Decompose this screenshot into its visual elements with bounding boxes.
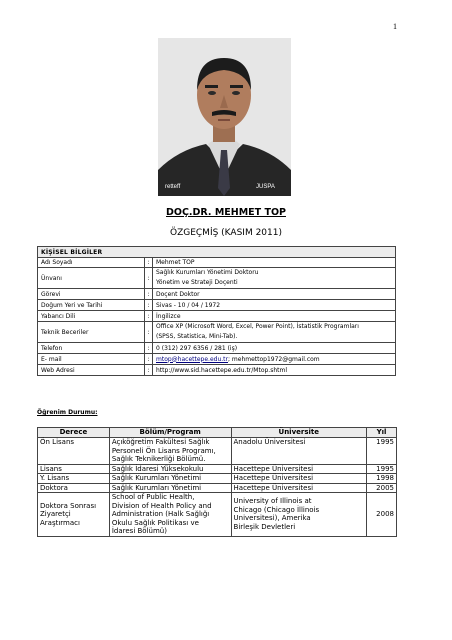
table-row xyxy=(38,464,397,474)
row-value: Mehmet TOP xyxy=(153,258,396,268)
email-link[interactable]: mtop@hacettepe.edu.tr xyxy=(156,355,228,363)
degree-cell: Lisans xyxy=(38,464,110,474)
row-label: E- mail xyxy=(38,354,145,365)
row-separator: : xyxy=(145,258,153,268)
year-cell: 1995 xyxy=(367,438,397,465)
table-row xyxy=(38,268,396,289)
value-line: Sağlık Kurumları Yönetimi Doktoru xyxy=(156,269,259,276)
table-row xyxy=(38,289,396,300)
cell-line: Personeli Ön Lisans Programı, xyxy=(111,446,216,455)
program-cell xyxy=(109,493,231,537)
row-label: Ünvanı xyxy=(38,268,145,289)
table-row xyxy=(38,311,396,322)
degree-cell: Y. Lisans xyxy=(38,474,110,484)
cell-line: Açıköğretim Fakültesi Sağlık xyxy=(111,438,210,446)
table-row xyxy=(38,474,397,484)
degree-cell: Ön Lisans xyxy=(38,438,110,465)
header-program: Bölüm/Program xyxy=(109,428,231,438)
row-value xyxy=(153,268,396,289)
value-line: (SPSS, Statistica, Mini-Tab). xyxy=(156,333,238,340)
row-label: Doğum Yeri ve Tarihi xyxy=(38,300,145,311)
cell-line: Sağlık Teknikerliği Bölümü. xyxy=(111,455,206,463)
row-separator: : xyxy=(145,311,153,322)
row-separator: : xyxy=(145,322,153,343)
cell-line: Division of Health Policy and xyxy=(111,501,212,510)
table-row xyxy=(38,258,396,268)
row-value: İngilizce xyxy=(153,311,396,322)
year-cell: 1995 xyxy=(367,464,397,474)
cell-line: University of Illinois at xyxy=(233,497,312,506)
university-cell: Hacettepe Üniversitesi xyxy=(231,464,367,474)
profile-photo xyxy=(158,38,291,196)
year-cell: 2005 xyxy=(367,483,397,493)
cell-line: Okulu Sağlık Politikası ve xyxy=(111,518,199,527)
table-row xyxy=(38,493,397,537)
university-cell: Hacettepe Üniversitesi xyxy=(231,474,367,484)
education-table xyxy=(37,427,397,537)
table-row xyxy=(38,483,397,493)
row-value xyxy=(153,322,396,343)
cell-line: Doktora Sonrası xyxy=(40,501,97,510)
row-separator: : xyxy=(145,300,153,311)
header-degree: Derece xyxy=(38,428,110,438)
photo-caption: retteff xyxy=(165,184,181,190)
cell-line: Araştırmacı xyxy=(40,518,80,527)
photo-watermark: JUSPA xyxy=(256,184,275,190)
header-university: Üniversite xyxy=(231,428,367,438)
cv-title: ÖZGEÇMİŞ (KASIM 2011) xyxy=(169,228,282,238)
cell-line: School of Public Health, xyxy=(111,493,195,501)
program-cell xyxy=(109,438,231,465)
university-cell: Hacettepe Üniversitesi xyxy=(231,483,367,493)
university-cell: Anadolu Üniversitesi xyxy=(231,438,367,465)
page-number: 1 xyxy=(393,22,397,31)
portrait-illustration xyxy=(158,38,291,196)
cell-line: Chicago (Chicago İllinois xyxy=(233,505,320,514)
header-year: Yıl xyxy=(367,428,397,438)
row-value: http://www.sid.hacettepe.edu.tr/Mtop.shtml xyxy=(153,365,396,376)
education-section-title: Öğrenim Durumu: xyxy=(37,409,98,416)
row-value: Sivas - 10 / 04 / 1972 xyxy=(153,300,396,311)
cell-line: İdaresi Bölümü) xyxy=(111,527,167,535)
degree-cell: Doktora xyxy=(38,483,110,493)
value-line: Yönetim ve Strateji Doçenti xyxy=(156,279,238,286)
table-row xyxy=(38,322,396,343)
table-row xyxy=(38,365,396,376)
row-separator: : xyxy=(145,343,153,354)
row-separator: : xyxy=(145,354,153,365)
row-value: Doçent Doktor xyxy=(153,289,396,300)
table-row xyxy=(38,300,396,311)
row-label: Yabancı Dili xyxy=(38,311,145,322)
row-label: Görevi xyxy=(38,289,145,300)
program-cell: Sağlık İdaresi Yüksekokulu xyxy=(109,464,231,474)
cell-line: Ziyaretçi xyxy=(40,510,71,518)
row-separator: : xyxy=(145,289,153,300)
personal-info-table xyxy=(37,246,396,376)
row-value: 0 (312) 297 6356 / 281 (iş) xyxy=(153,343,396,354)
row-separator: : xyxy=(145,268,153,289)
year-cell: 2008 xyxy=(367,493,397,537)
table-row xyxy=(38,354,396,365)
program-cell: Sağlık Kurumları Yönetimi xyxy=(109,483,231,493)
row-separator: : xyxy=(145,365,153,376)
value-line: Office XP (Microsoft Word, Excel, Power Point), İstatistik Programları xyxy=(156,323,359,330)
table-row xyxy=(38,343,396,354)
degree-cell xyxy=(38,493,110,537)
row-value xyxy=(153,354,396,365)
cell-line: Universitesi), Amerika xyxy=(233,514,311,523)
row-label: Teknik Beceriler xyxy=(38,322,145,343)
email-secondary: ; mehmettop1972@gmail.com xyxy=(227,355,320,363)
row-label: Telefon xyxy=(38,343,145,354)
personal-section-title: KİŞİSEL BİLGİLER xyxy=(38,247,396,258)
cell-line: Birleşik Devletleri xyxy=(233,522,296,531)
university-cell xyxy=(231,493,367,537)
table-header-row xyxy=(38,428,397,438)
program-cell: Sağlık Kurumları Yönetimi xyxy=(109,474,231,484)
year-cell: 1998 xyxy=(367,474,397,484)
row-label: Adı Soyadı xyxy=(38,258,145,268)
name-title: DOÇ.DR. MEHMET TOP xyxy=(166,207,286,218)
table-row xyxy=(38,438,397,465)
row-label: Web Adresi xyxy=(38,365,145,376)
cell-line: Administration (Halk Sağlığı xyxy=(111,510,210,518)
